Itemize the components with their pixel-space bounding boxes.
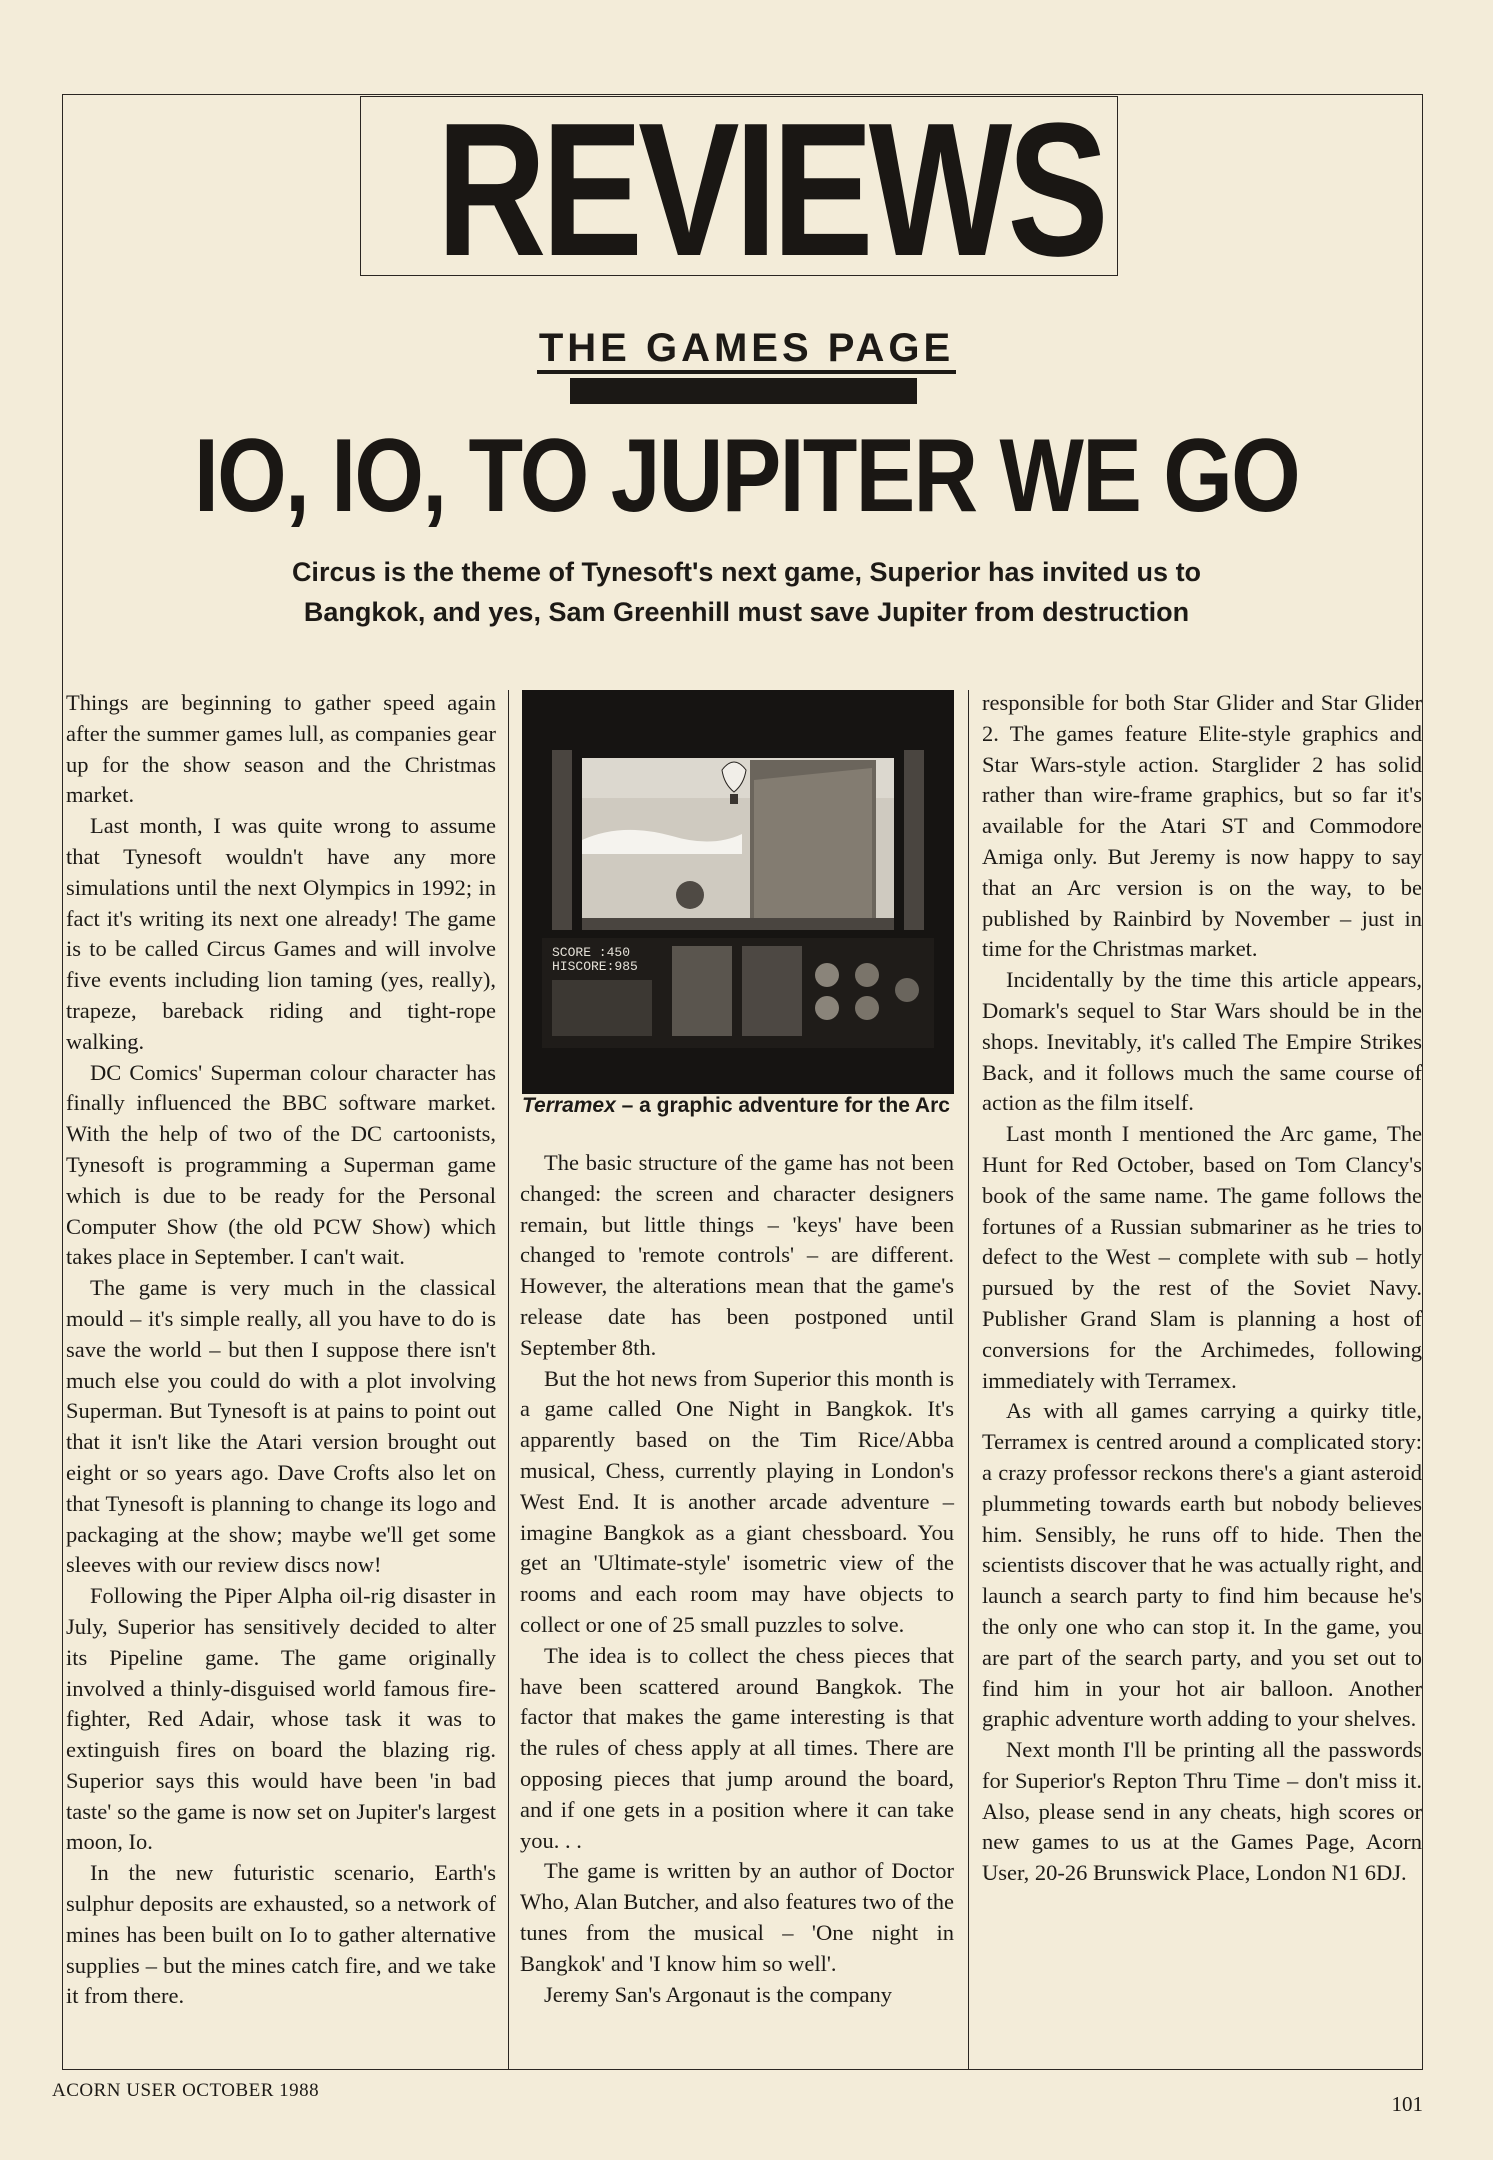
paragraph: As with all games carrying a quirky title, Terramex is centred around a complicated story: a crazy professor reckons there's a giant asteroid plummeting towards earth but nobody believes him. Sensibly, he runs off to hide. Then the scientists discover that he was actually right, and launch a search party to find him because he's the only one who can stop it. In the game, you are part of the search party, and you set out to find him in your hot air balloon. Another graphic adventure worth adding to your shelves.: [982, 1398, 1422, 1732]
masthead-title: REVIEWS: [436, 84, 1105, 296]
section-label: [0, 326, 1493, 371]
screen-score: SCORE :450: [552, 945, 631, 960]
paragraph: DC Comics' Superman colour character has finally influenced the BBC software market. With the help of two of the DC cartoonists, Tynesoft is programming a Superman game which is due to be ready for the Personal Computer Show (the old PCW Show) which takes place in September. I can't wait.: [66, 1059, 496, 1270]
standfirst: Circus is the theme of Tynesoft's next game, Superior has invited us to Bangkok, and yes, Sam Greenhill must save Jupiter from destruction: [291, 557, 1202, 627]
paragraph: Last month, I was quite wrong to assume that Tynesoft wouldn't have any more simulations until the next Olympics in 1992; in fact it's writing its next one already! The game is to be called Circus Games and will involve five events including lion taming (yes, really), trapeze, bareback riding and tight-rope walking.: [66, 813, 496, 1054]
paragraph: The basic structure of the game has not been changed: the screen and character designers remain, but little things – 'keys' have been changed to 'remote controls' – are different. However, the alterations mean that the game's release date has been postponed until September 8th.: [520, 1150, 954, 1360]
paragraph: In the new futuristic scenario, Earth's sulphur deposits are exhausted, so a network of mines has been built on Io to gather alternative supplies – but the mines catch fire, and we take it from there.: [66, 1860, 496, 2009]
paragraph: responsible for both Star Glider and Star Glider 2. The games feature Elite-style graphics and Star Wars-style action. Starglider 2 has solid rather than wire-frame graphics, but so far it's available for the Atari ST and Commodore Amiga only. But Jeremy is now happy to say that an Arc version is on the way, to be published by Rainbird by November – just in time for the Christmas market.: [982, 690, 1422, 962]
article-column-2: [520, 688, 954, 2010]
paragraph: Jeremy San's Argonaut is the company: [544, 1981, 892, 2007]
paragraph: Last month I mentioned the Arc game, The Hunt for Red October, based on Tom Clancy's book of the same name. The game follows the fortunes of a Russian submariner as he tries to defect to the West – complete with sub – hotly pursued by the rest of the Soviet Navy. Publisher Grand Slam is planning a host of conversions for the Archimedes, following immediately with Terramex.: [982, 1121, 1422, 1393]
article-column-1: [66, 688, 496, 2012]
publication-footer: ACORN USER OCTOBER 1988: [52, 2080, 320, 2101]
headline: IO, IO, TO JUPITER WE GO: [193, 418, 1300, 534]
paragraph: Following the Piper Alpha oil-rig disaster in July, Superior has sensitively decided to alter its Pipeline game. The game originally involved a thinly-disguised world famous fire-fighter, Red Adair, whose task it was to extinguish fires on board the blazing rig. Superior says this would have been 'in bad taste' so the game is now set on Jupiter's largest moon, Io.: [66, 1583, 496, 1855]
masthead-box: [360, 84, 1118, 296]
paragraph: The idea is to collect the chess pieces that have been scattered around Bangkok. The factor that makes the game interesting is that the rules of chess apply at all times. There are opposing pieces that jump around the board, and if one gets in a position where it can take you. . .: [520, 1642, 954, 1853]
paragraph: The game is very much in the classical mould – it's simple really, all you have to do is save the world – but then I suppose there isn't much else you could do with a plot involving Superman. But Tynesoft is at pains to point out that it isn't like the Atari version brought out eight or so years ago. Dave Crofts also let on that Tynesoft is planning to change its logo and packaging at the show; maybe we'll get some sleeves with our review discs now!: [66, 1275, 496, 1578]
caption-title: Terramex: [522, 1094, 616, 1117]
section-label-text: THE GAMES PAGE: [537, 326, 956, 374]
paragraph: The game is written by an author of Doctor Who, Alan Butcher, and also features two of the tunes from the musical – 'One night in Bangkok' and 'I know him so well'.: [520, 1858, 954, 1976]
column-2-text: [520, 1148, 954, 2010]
column-rule-left: [508, 690, 509, 2070]
caption-text: – a graphic adventure for the Arc: [615, 1094, 950, 1117]
column-rule-right: [968, 690, 969, 2070]
screen-hiscore: HISCORE:985: [552, 959, 638, 974]
paragraph: Things are beginning to gather speed again after the summer games lull, as companies gear up for the show season and the Christmas market.: [66, 690, 496, 808]
paragraph: Incidentally by the time this article appears, Domark's sequel to Star Wars should be in the shops. Inevitably, it's called The Empire Strikes Back, and it follows much the same course of action as the film itself.: [982, 967, 1422, 1116]
article-column-3: [982, 688, 1422, 1889]
paragraph: But the hot news from Superior this month is a game called One Night in Bangkok. It's apparently based on the Tim Rice/Abba musical, Chess, currently playing in London's West End. It is another arcade adventure – imagine Bangkok as a giant chessboard. You get an 'Ultimate-style' isometric view of the rooms and each room may have objects to collect or one of 25 small puzzles to solve.: [520, 1365, 954, 1637]
section-bar: [570, 378, 917, 404]
page-number: 101: [1391, 2092, 1423, 2116]
paragraph: Next month I'll be printing all the passwords for Superior's Repton Thru Time – don't miss it. Also, please send in any cheats, high scores or new games to us at the Games Page, Acorn User, 20-26 Brunswick Place, London N1 6DJ.: [982, 1737, 1422, 1886]
